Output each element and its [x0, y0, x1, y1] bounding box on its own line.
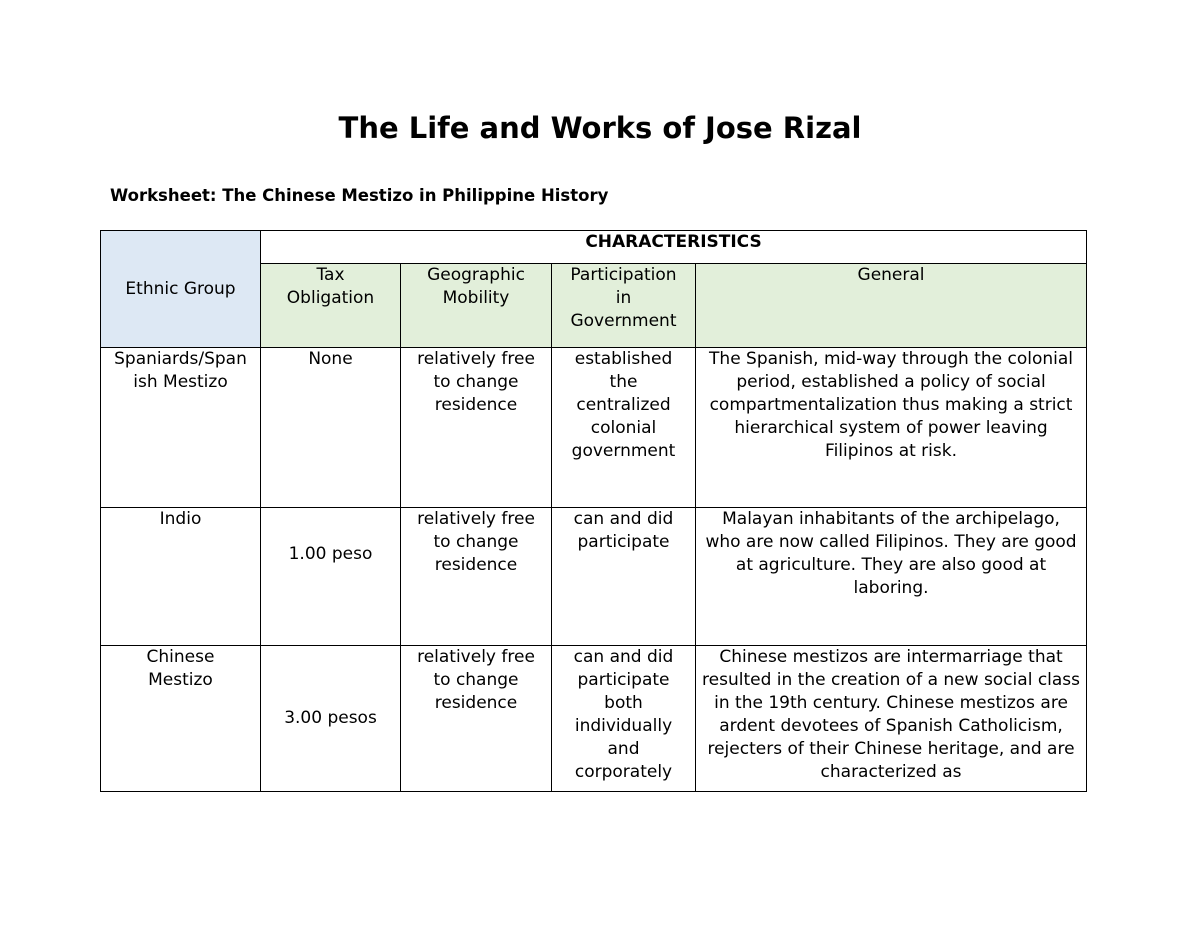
- cell-general-text: Malayan inhabitants of the archipelago, who are now called Filipinos. They are good at agriculture. They are also good at laboring.: [705, 509, 1077, 598]
- cell-group: [101, 348, 261, 508]
- worksheet-subtitle: Worksheet: The Chinese Mestizo in Philippine History: [110, 186, 609, 205]
- cell-tax-text: 1.00 peso: [288, 544, 373, 564]
- table-row: [101, 646, 1087, 792]
- column-header-tax: [261, 264, 401, 348]
- cell-group-text: Chinese Mestizo: [146, 647, 215, 690]
- cell-group: [101, 508, 261, 646]
- cell-mobility-text: relatively free to change residence: [417, 349, 535, 415]
- cell-general: [696, 646, 1087, 792]
- cell-tax: [261, 646, 401, 792]
- column-header-mobility-label: Geographic Mobility: [427, 265, 525, 308]
- cell-participation-text: established the centralized colonial government: [571, 349, 676, 461]
- document-title: The Life and Works of Jose Rizal: [338, 111, 862, 145]
- cell-general-text: The Spanish, mid-way through the colonial period, established a policy of social compartmentalization thus making a strict hierarchical system of power leaving Filipinos at risk.: [709, 349, 1073, 461]
- cell-participation: [552, 646, 696, 792]
- characteristics-header-label: CHARACTERISTICS: [585, 232, 762, 252]
- cell-mobility: [401, 348, 552, 508]
- cell-participation: [552, 508, 696, 646]
- cell-general: [696, 348, 1087, 508]
- column-header-participation: [552, 264, 696, 348]
- column-header-general-label: General: [857, 265, 925, 285]
- cell-tax: [261, 508, 401, 646]
- cell-group-text: Indio: [159, 509, 202, 529]
- cell-general: [696, 508, 1087, 646]
- ethnic-group-header-label: Ethnic Group: [125, 278, 236, 299]
- table-row: [101, 508, 1087, 646]
- cell-group-text: Spaniards/Span ish Mestizo: [114, 349, 247, 392]
- column-header-general: [696, 264, 1087, 348]
- ethnic-group-header: [101, 231, 261, 348]
- table-row: [101, 348, 1087, 508]
- column-header-mobility: [401, 264, 552, 348]
- cell-mobility-text: relatively free to change residence: [417, 647, 535, 713]
- cell-mobility: [401, 646, 552, 792]
- cell-group: [101, 646, 261, 792]
- cell-participation: [552, 348, 696, 508]
- column-header-participation-label: Participation in Government: [570, 265, 677, 331]
- cell-participation-text: can and did participate both individually and corporately: [573, 647, 674, 782]
- column-header-tax-label: Tax Obligation: [286, 265, 375, 308]
- cell-mobility: [401, 508, 552, 646]
- cell-tax-text: 3.00 pesos: [284, 708, 377, 728]
- characteristics-table: [100, 230, 1087, 792]
- cell-general-text: Chinese mestizos are intermarriage that resulted in the creation of a new social class in the 19th century. Chinese mestizos are ardent devotees of Spanish Catholicism, rejecters of their Chinese heritage, and are characterized as: [702, 647, 1081, 782]
- cell-participation-text: can and did participate: [573, 509, 674, 552]
- characteristics-header: [261, 231, 1087, 264]
- cell-tax-text: None: [308, 349, 353, 369]
- cell-tax: [261, 348, 401, 508]
- cell-mobility-text: relatively free to change residence: [417, 509, 535, 575]
